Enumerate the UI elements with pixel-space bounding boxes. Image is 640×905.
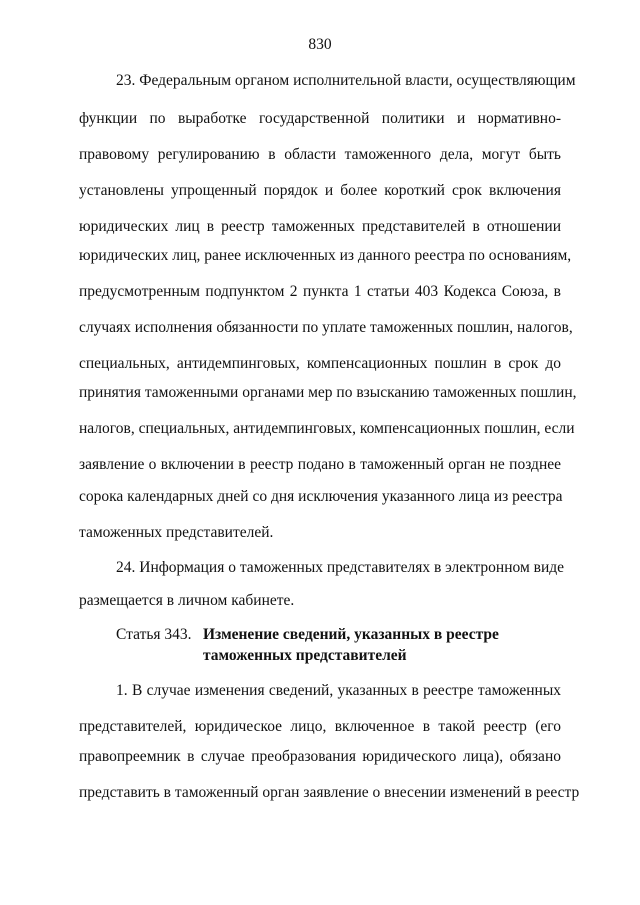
article-title-line: Изменение сведений, указанных в реестре (203, 626, 499, 643)
paragraph-line: юридических лиц, ранее исключенных из данного реестра по основаниям, (79, 247, 572, 264)
article-label: Статья 343. (116, 626, 192, 643)
paragraph-line: специальных, антидемпинговых, компенсационных пошлин в срок до (79, 355, 561, 372)
paragraph-line: представить в таможенный орган заявление о внесении изменений в реестр (79, 784, 580, 801)
paragraph-line: функции по выработке государственной политики и нормативно- (79, 110, 561, 127)
article-title-line: таможенных представителей (203, 647, 407, 664)
page-number: 830 (308, 36, 332, 53)
paragraph-line: 23. Федеральным органом исполнительной власти, осуществляющим (116, 72, 576, 89)
paragraph-line: размещается в личном кабинете. (79, 592, 295, 609)
paragraph-line: юридических лиц в реестр таможенных представителей в отношении (79, 218, 561, 235)
paragraph-line: правопреемник в случае преобразования юридического лица), обязано (79, 748, 561, 765)
paragraph-line: 1. В случае изменения сведений, указанных в реестре таможенных (116, 682, 561, 699)
paragraph-line: установлены упрощенный порядок и более короткий срок включения (79, 182, 561, 199)
paragraph-line: заявление о включении в реестр подано в таможенный орган не позднее (79, 456, 561, 473)
paragraph-line: таможенных представителей. (79, 524, 274, 541)
paragraph-line: предусмотренным подпунктом 2 пункта 1 статьи 403 Кодекса Союза, в (79, 283, 561, 300)
paragraph-line: представителей, юридическое лицо, включенное в такой реестр (его (79, 718, 561, 735)
paragraph-line: сорока календарных дней со дня исключения указанного лица из реестра (79, 488, 563, 505)
paragraph-line: принятия таможенными органами мер по взысканию таможенных пошлин, (79, 384, 577, 401)
paragraph-line: 24. Информация о таможенных представителях в электронном виде (116, 559, 565, 576)
paragraph-line: случаях исполнения обязанности по уплате таможенных пошлин, налогов, (79, 319, 573, 336)
paragraph-line: налогов, специальных, антидемпинговых, компенсационных пошлин, если (79, 420, 575, 437)
paragraph-line: правовому регулированию в области таможенного дела, могут быть (79, 146, 561, 163)
